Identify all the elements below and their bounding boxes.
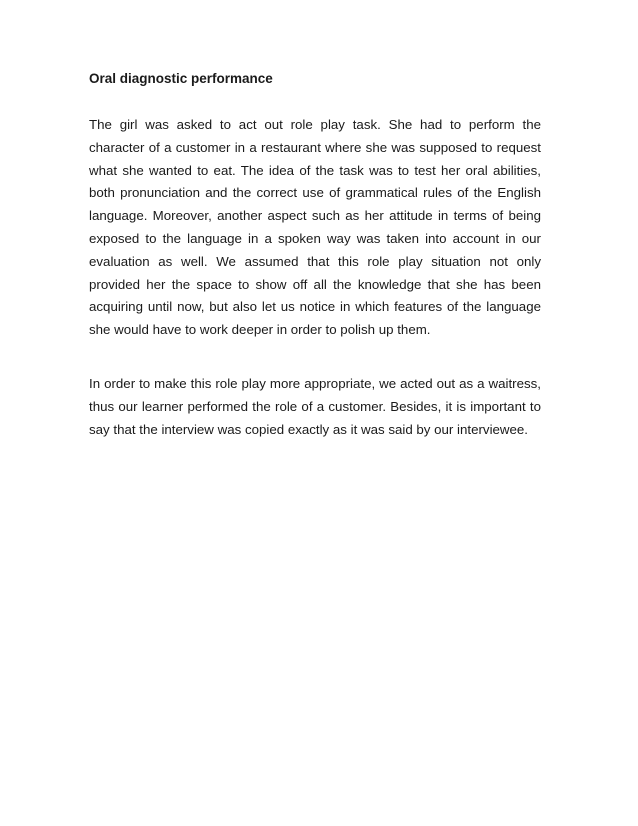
section-title: Oral diagnostic performance (89, 71, 273, 86)
paragraph-role-play-task: The girl was asked to act out role play task. She had to perform the character of a customer in a restaurant where she was supposed to request what she wanted to eat. The idea of the task was to test her oral abilities, both pronunciation and the correct use of grammatical rules of the English language. Moreover, another aspect such as her attitude in terms of being exposed to the language in a spoken way was taken into account in our evaluation as well. We assumed that this role play situation not only provided her the space to show off all the knowledge that she has been acquiring until now, but also let us notice in which features of the language she would have to work deeper in order to polish up them. (89, 117, 541, 338)
paragraph-role-play-setup: In order to make this role play more appropriate, we acted out as a waitress, thus our learner performed the role of a customer. Besides, it is important to say that the interview was copied exactly as it was said by our interviewee. (89, 376, 541, 437)
